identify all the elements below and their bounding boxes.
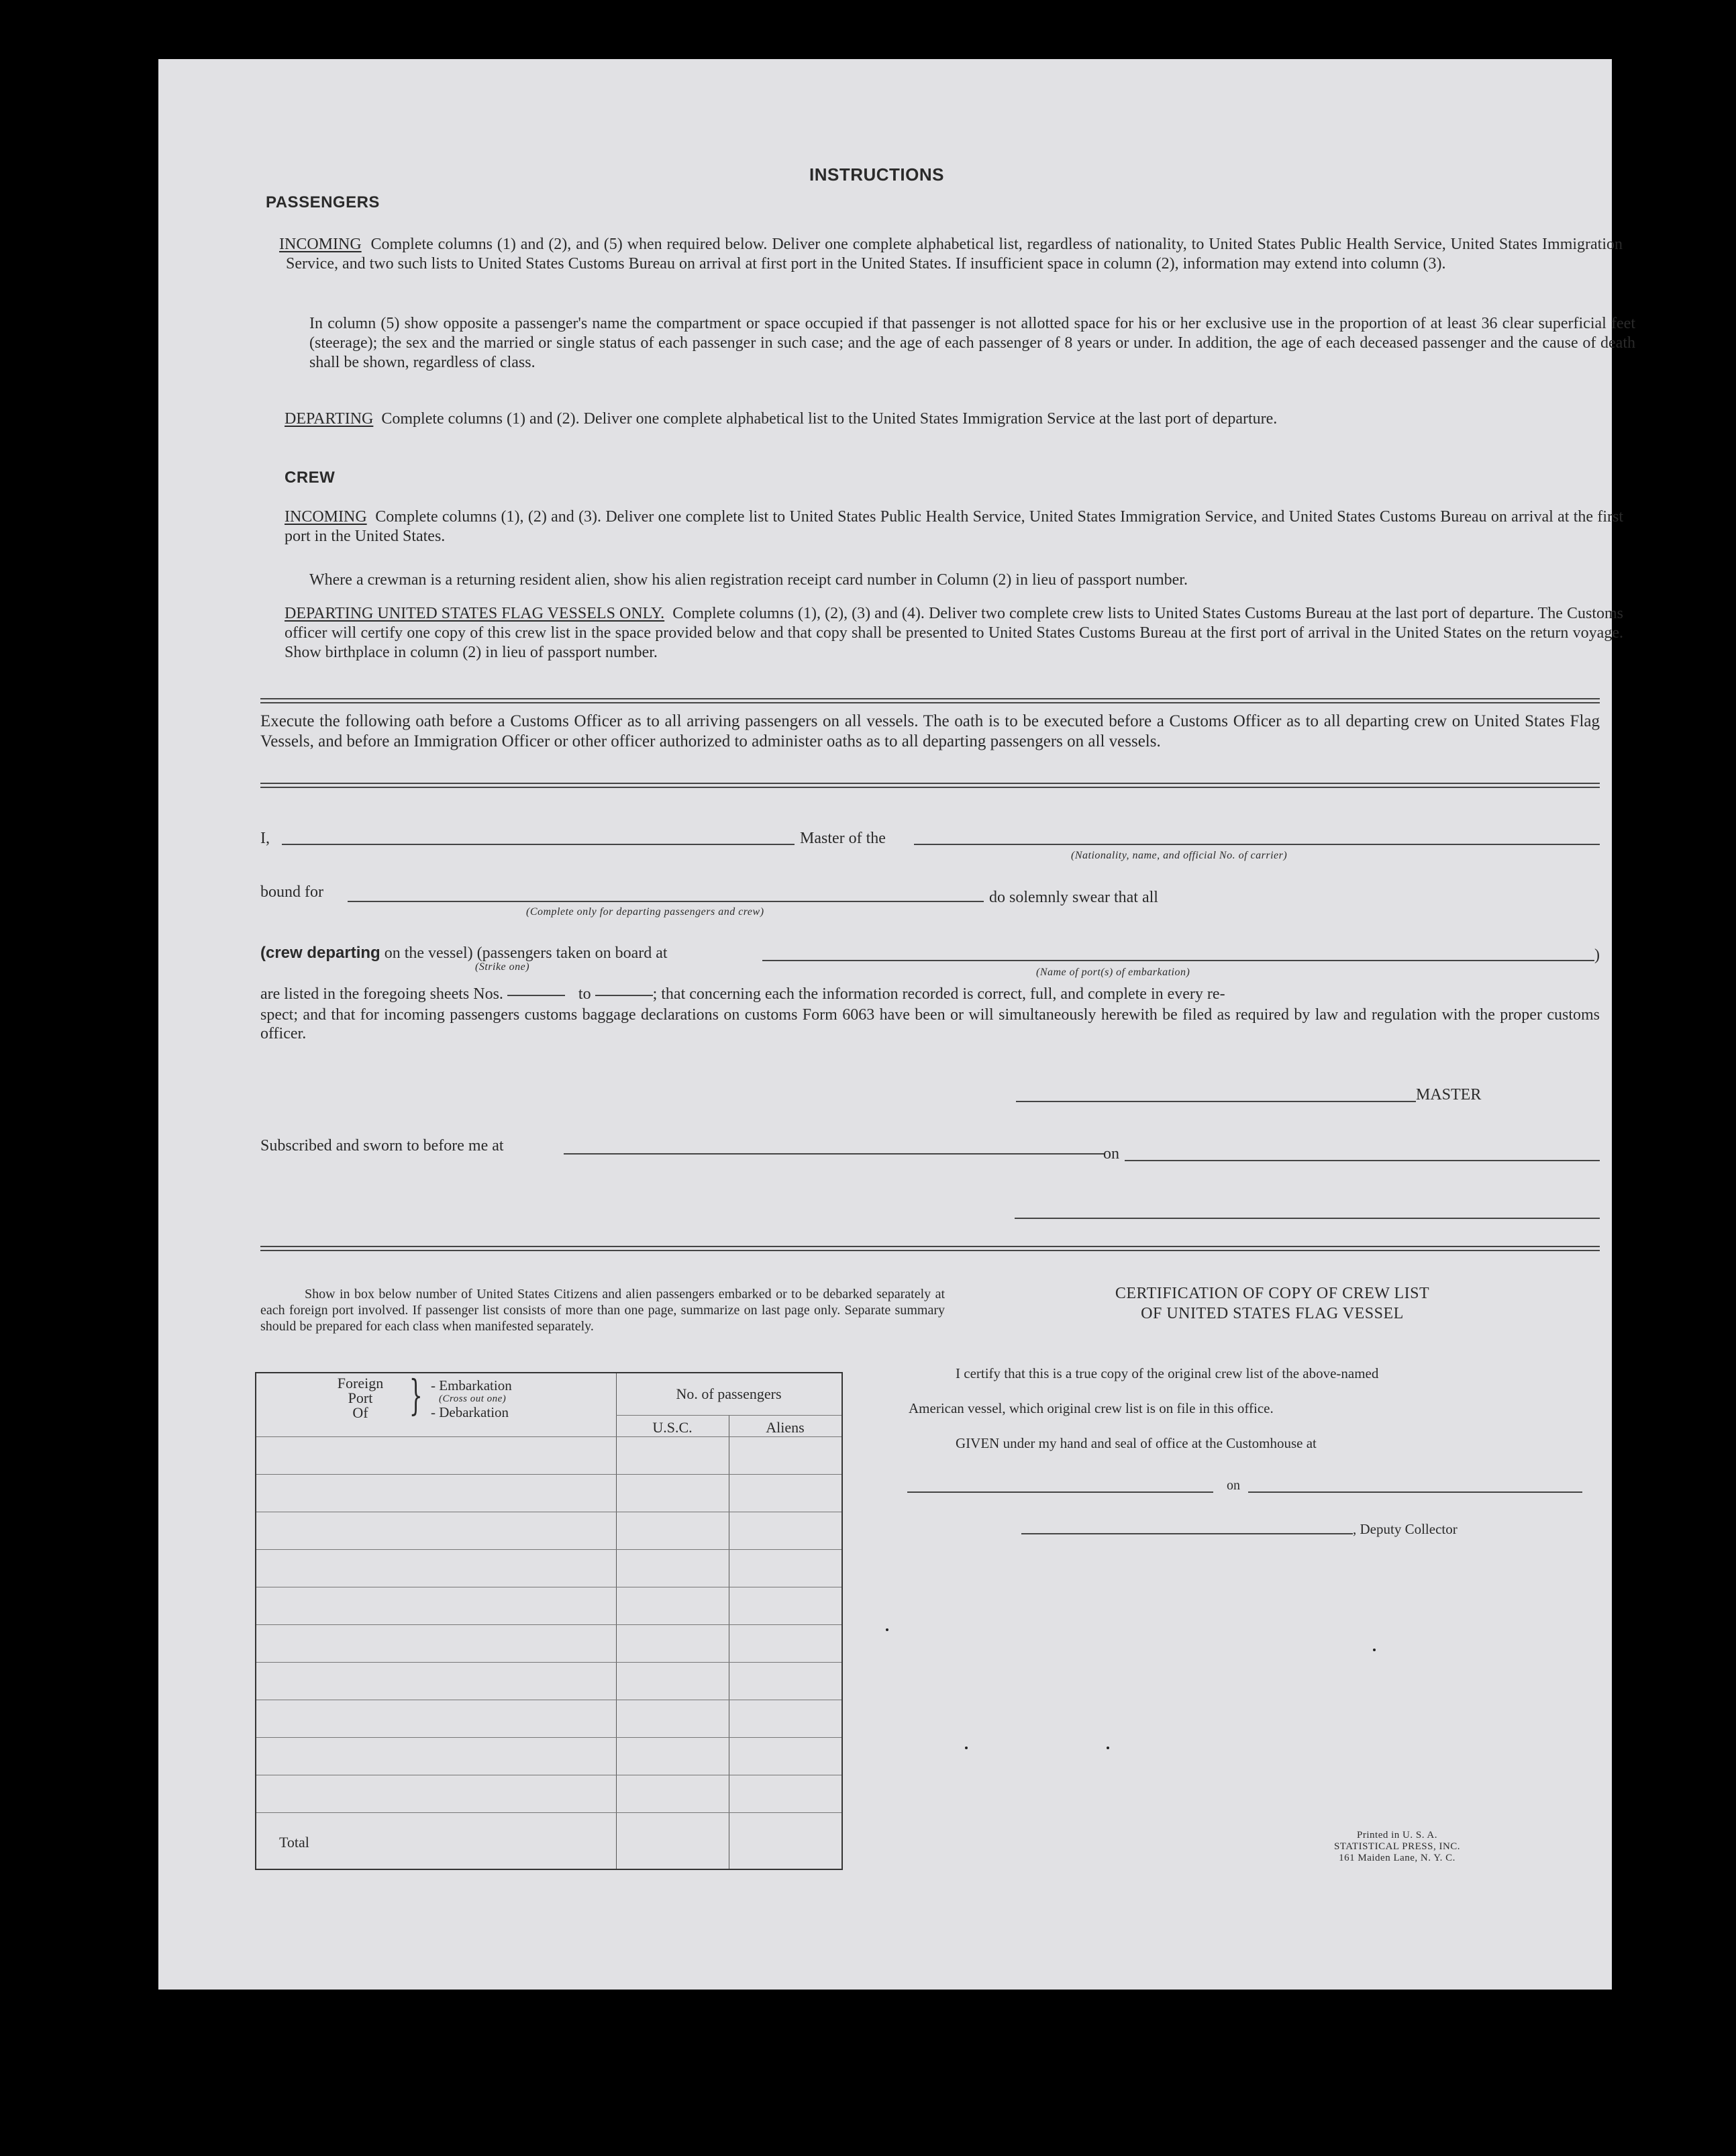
- deputy-collector-signature-field[interactable]: [1021, 1533, 1353, 1534]
- foreign-port-of-label: [323, 1376, 397, 1420]
- crew-incoming-label: INCOMING: [285, 508, 367, 526]
- of-label: Of: [352, 1404, 368, 1421]
- ports-caption: (Name of port(s) of embarkation): [1036, 967, 1190, 978]
- speck: [1373, 1649, 1376, 1651]
- no-passengers-header: No. of passengers: [676, 1385, 782, 1402]
- aliens-header: Aliens: [766, 1419, 805, 1436]
- summary-table: [255, 1372, 843, 1870]
- crew-departing-line: [260, 944, 668, 963]
- table-row: [256, 1474, 841, 1475]
- crew-departing-paragraph: [285, 604, 1623, 663]
- table-row: [256, 1812, 841, 1813]
- certification-title: [977, 1283, 1568, 1324]
- printer-line2: STATISTICAL PRESS, INC.: [1333, 1841, 1461, 1852]
- crew-alien-paragraph: Where a crewman is a returning resident alien, show his alien registration receipt card number in Column (2) in lieu of passport number.: [309, 571, 1188, 589]
- printer-line3: 161 Maiden Lane, N. Y. C.: [1339, 1853, 1456, 1863]
- crew-incoming-text: Complete columns (1), (2) and (3). Deliver one complete list to United States Public Health Service, United States Immigration Service, and United States Customs Bureau on arrival at the first port in the United States.: [285, 508, 1624, 545]
- oath-i-label: I,: [260, 830, 270, 847]
- divider-1: [260, 698, 1600, 703]
- speck: [886, 1628, 888, 1631]
- master-name-field[interactable]: [282, 844, 795, 845]
- table-row: [256, 1737, 841, 1738]
- close-paren: ): [1594, 946, 1600, 964]
- divider-2: [260, 783, 1600, 788]
- port-label: Port: [348, 1389, 373, 1406]
- debarkation-option: - Debarkation: [431, 1404, 509, 1420]
- master-of-the-label: Master of the: [800, 830, 886, 847]
- brace-icon: }: [409, 1371, 423, 1420]
- divider-3: [260, 1246, 1600, 1251]
- printer-line1: Printed in U. S. A.: [1357, 1830, 1437, 1841]
- subscribed-label: Subscribed and sworn to before me at: [260, 1137, 504, 1155]
- embark-debark-labels: [431, 1379, 512, 1419]
- embarkation-port-field[interactable]: [762, 960, 1594, 961]
- master-label: MASTER: [1416, 1086, 1482, 1104]
- master-signature-field[interactable]: [1016, 1101, 1416, 1102]
- given-text: GIVEN under my hand and seal of office at the Customhouse at: [956, 1435, 1317, 1451]
- customhouse-field[interactable]: [907, 1491, 1213, 1493]
- certification-date-field[interactable]: [1248, 1491, 1582, 1493]
- on-vessel-text: on the vessel) (passengers taken on board at: [384, 944, 668, 962]
- cross-out-caption: (Cross out one): [439, 1393, 507, 1404]
- table-row: [256, 1436, 841, 1437]
- total-label: Total: [279, 1834, 309, 1851]
- sworn-place-field[interactable]: [564, 1153, 1105, 1155]
- sheet-from-field[interactable]: [507, 995, 565, 996]
- foreign-label: Foreign: [337, 1375, 384, 1391]
- bound-for-field[interactable]: [348, 901, 984, 902]
- instructions-title: INSTRUCTIONS: [809, 164, 944, 185]
- speck: [965, 1747, 968, 1749]
- sheet-to-field[interactable]: [595, 995, 653, 996]
- certify-line1: I certify that this is a true copy of the original crew list of the above-named: [956, 1365, 1379, 1381]
- oath-intro: Execute the following oath before a Customs Officer as to all arriving passengers on all vessels. The oath is to be executed before a Customs Officer as to all departing crew on United States Flag Vessels, and before an Immigration Officer or other officer authorized to administer oaths as to all departing passengers on all vessels.: [260, 712, 1600, 750]
- officer-signature-field[interactable]: [1015, 1218, 1600, 1219]
- certification-on-label: on: [1227, 1478, 1240, 1493]
- usc-header: U.S.C.: [652, 1419, 693, 1436]
- passengers-column5-paragraph: In column (5) show opposite a passenger's name the compartment or space occupied if that passenger is not allotted space for his or her exclusive use in the proportion of at least 36 clear superficial feet (steerage); the sex and the married or single status of each passenger in such case; and the age of each passenger of 8 years or under. In addition, the age of each deceased passenger and the cause of death shall be shown, regardless of class.: [309, 315, 1635, 371]
- sworn-date-field[interactable]: [1125, 1160, 1600, 1161]
- table-col-divider-1: [616, 1373, 617, 1869]
- deputy-collector-label: , Deputy Collector: [1353, 1521, 1458, 1537]
- printer-imprint: [1290, 1830, 1504, 1864]
- crew-incoming-paragraph: [285, 507, 1623, 546]
- passengers-incoming-label: INCOMING: [279, 236, 362, 253]
- swear-text: do solemnly swear that all: [989, 889, 1158, 906]
- table-header-sub-line: [616, 1415, 841, 1416]
- listed-rest: spect; and that for incoming passengers customs baggage declarations on customs Form 6063 have been or will simultaneously herewith be filed as required by law and regulation with the proper customs officer.: [260, 1006, 1600, 1042]
- passengers-departing-label: DEPARTING: [285, 410, 374, 428]
- table-row: [256, 1624, 841, 1625]
- listed-pre: are listed in the foregoing sheets Nos.: [260, 985, 503, 1003]
- nationality-caption: (Nationality, name, and official No. of carrier): [1071, 850, 1288, 861]
- crew-departing-label: DEPARTING UNITED STATES FLAG VESSELS ONLY.: [285, 605, 665, 622]
- sworn-on-label: on: [1103, 1145, 1119, 1163]
- listed-first: ; that concerning each the information recorded is correct, full, and complete in every re-: [652, 985, 1225, 1003]
- certification-title-line1: CERTIFICATION OF COPY OF CREW LIST: [1115, 1285, 1430, 1302]
- speck: [1107, 1747, 1109, 1749]
- embarkation-option: - Embarkation: [431, 1377, 512, 1393]
- table-row: [256, 1549, 841, 1550]
- summary-instructions: Show in box below number of United States Citizens and alien passengers embarked or to be debarked separately at each foreign port involved. If passenger list consists of more than one page, summarize on last page only. Separate summary should be prepared for each class when manifested separately.: [260, 1287, 945, 1334]
- carrier-field[interactable]: [914, 844, 1600, 845]
- certification-title-line2: OF UNITED STATES FLAG VESSEL: [1141, 1305, 1404, 1322]
- listed-first-line: [260, 985, 1600, 1003]
- crew-heading: CREW: [285, 469, 336, 487]
- bound-for-label: bound for: [260, 883, 323, 901]
- certify-line2: American vessel, which original crew list is on file in this office.: [909, 1400, 1274, 1416]
- passengers-incoming-text: Complete columns (1) and (2), and (5) when required below. Deliver one complete alphabetical list, regardless of nationality, to United States Public Health Service, United States Immigration Service, and two such lists to United States Customs Bureau on arrival at first port in the United States. If insufficient space in column (2), information may extend into column (3).: [286, 236, 1623, 273]
- listed-to: to: [578, 985, 591, 1003]
- complete-only-caption: (Complete only for departing passengers and crew): [526, 906, 764, 918]
- passengers-departing-paragraph: [285, 409, 1623, 429]
- crew-departing-option: (crew departing: [260, 944, 380, 962]
- form-page: [158, 59, 1635, 1990]
- passengers-incoming-paragraph: [279, 235, 1623, 274]
- passengers-heading: PASSENGERS: [266, 193, 380, 211]
- strike-caption: (Strike one): [475, 961, 530, 973]
- passengers-departing-text: Complete columns (1) and (2). Deliver one complete alphabetical list to the United States Immigration Service at the last port of departure.: [381, 410, 1278, 428]
- table-row: [256, 1662, 841, 1663]
- crew-departing-text: Complete columns (1), (2), (3) and (4). Deliver two complete crew lists to United States Customs Bureau at the last port of departure. The Customs officer will certify one copy of this crew list in the space provided below and that copy shall be presented to United States Customs Bureau at the first port of arrival in the United States on the return voyage. Show birthplace in column (2) in lieu of passport number.: [285, 605, 1624, 661]
